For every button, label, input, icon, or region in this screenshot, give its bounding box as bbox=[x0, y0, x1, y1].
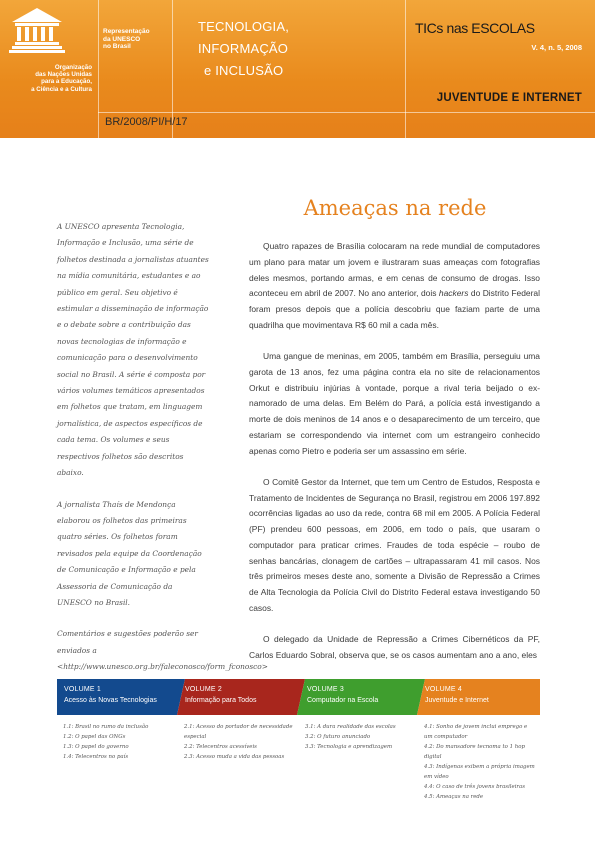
org-line: das Nações Unidas bbox=[35, 71, 92, 79]
volume-3-tab bbox=[297, 679, 425, 715]
series-line: TECNOLOGIA, bbox=[198, 19, 290, 34]
volume-list-item: 1.2: O papel das ONGs bbox=[63, 734, 126, 740]
body-text: Quatro rapazes de Brasília colocaram na rede mundial de computadores um plano para matar um jovem e ilustraram suas ameaças com fotografias deles mesmos, portando armas, e em cenas de consumo de drogas. Isso aconteceu em abril de 2007. No ano anterior, dois bbox=[249, 241, 540, 299]
article-title: Ameaças na rede bbox=[303, 196, 487, 220]
volumes-bar bbox=[57, 679, 540, 715]
volume-4-tab bbox=[417, 679, 540, 715]
body-paragraph: Uma gangue de meninas, em 2005, também em Brasília, perseguiu uma garota de 13 anos, fez uma página contra ela no site de relacionamentos Orkut e distribuiu injúrias à vontade, porque a rival teria beijado o ex-namorado de uma delas. Em Belém do Pará, a polícia está investigando a morte de dois meninos de 14 anos e o desaparecimento de um terceiro, que estariam se correspondendo via internet com um estrangeiro conhecido apenas como Pietro e poderia ser um assassino em série. bbox=[249, 351, 540, 456]
article-body bbox=[249, 239, 540, 679]
volume-list-item: 3.1: A dura realidade das escolas bbox=[305, 724, 396, 730]
volume-title: Computador na Escola bbox=[307, 697, 379, 704]
document-code: BR/2008/PI/H/17 bbox=[105, 116, 188, 128]
rep-line: da UNESCO bbox=[103, 35, 141, 43]
body-emphasis: hackers bbox=[438, 288, 469, 299]
representation-label bbox=[103, 28, 173, 51]
series-line: e INCLUSÃO bbox=[204, 63, 284, 78]
volume-label: VOLUME 1 bbox=[64, 686, 101, 693]
volume-list-item: 2.1: Acesso do portador de necessidade especial bbox=[184, 724, 293, 740]
volume-title: Informação para Todos bbox=[185, 697, 257, 704]
topic-title: JUVENTUDE E INTERNET bbox=[436, 92, 582, 104]
volume-list-item: 2.2: Telecentros acessíveis bbox=[184, 744, 257, 750]
volume-list-item: 2.3: Acesso muda a vida das pessoas bbox=[184, 754, 285, 760]
body-paragraph: O delegado da Unidade de Repressão a Crimes Cibernéticos da PF, Carlos Eduardo Sobral, observa que, se os casos aumentam ano a ano, eles bbox=[249, 634, 540, 660]
volume-1-tab bbox=[57, 679, 185, 715]
header-divider bbox=[98, 112, 595, 113]
volume-list-item: 4.3: Indígenas exibem a própria imagem em vídeo bbox=[424, 764, 535, 780]
volume-list-item: 3.2: O futuro anunciado bbox=[305, 734, 371, 740]
sidebar-paragraph: A UNESCO apresenta Tecnologia, Informação e Inclusão, uma série de folhetos destinada a jornalistas atuantes na mídia comunitária, estudantes e ao público em geral. Seu objetivo é estimular a disseminação de informação e o debate sobre a contribuição das novas tecnologias de informação e comunicação para o desenvolvimento social no Brasil. A série é composta por vários volumes temáticos apresentados em folhetos que tratam, em linguagem jornalística, de aspectos específicos de cada tema. Os volumes e seus respectivos folhetos são descritos abaixo. bbox=[57, 222, 209, 478]
volume-list-item: 4.4: O caso de três jovens brasileiras bbox=[424, 784, 525, 790]
body-text: do Distrito Federal foram presos depois que a polícia descobriu que faziam parte de uma quadrilha que movimentava R$ 60 mil a cada mês. bbox=[249, 288, 541, 330]
header-divider bbox=[405, 0, 406, 138]
volume-list-item: 4.5: Ameaças na rede bbox=[424, 794, 484, 800]
volume-2-tab bbox=[177, 679, 305, 715]
header-banner bbox=[0, 0, 595, 138]
series-title bbox=[198, 16, 289, 82]
volume-number: V. 4, n. 5, 2008 bbox=[531, 43, 582, 52]
org-line: Organização bbox=[54, 64, 92, 71]
volume-1-list bbox=[63, 722, 173, 762]
sidebar-paragraph: Comentários e sugestões poderão ser enviados a <http://www.unesco.org.br/faleconosco/form_fconosco> bbox=[57, 629, 268, 672]
rep-line: Representação bbox=[103, 28, 150, 35]
body-paragraph bbox=[249, 239, 540, 334]
sidebar-paragraph: A jornalista Thaís de Mendonça elaborou os folhetos das primeiras quatro séries. Os folhetos foram revisados pela equipe da Coordenação de Comunicação e Informação e pela Assessoria de Comunicação da UNESCO no Brasil. bbox=[57, 499, 202, 607]
volume-label: VOLUME 3 bbox=[307, 686, 344, 693]
volume-list-item: 1.1: Brasil no rumo da inclusão bbox=[63, 724, 149, 730]
volume-title: Juventude e Internet bbox=[425, 697, 489, 704]
header-divider bbox=[98, 0, 99, 138]
rep-line: no Brasil bbox=[103, 43, 131, 51]
volume-label: VOLUME 2 bbox=[185, 686, 222, 693]
volume-list-item: 1.3: O papel do governo bbox=[63, 744, 129, 750]
unesco-logo bbox=[8, 6, 66, 60]
org-line: a Ciência e a Cultura bbox=[31, 85, 92, 93]
volume-list-item: 4.1: Sonho de jovem inclui emprego e um computador bbox=[424, 724, 528, 740]
organization-name bbox=[6, 64, 92, 93]
volume-4-list bbox=[424, 722, 536, 802]
volume-2-list bbox=[184, 722, 296, 762]
volume-title: Acesso às Novas Tecnologias bbox=[64, 697, 157, 704]
volume-3-list bbox=[305, 722, 415, 752]
volume-list-item: 3.3: Tecnologia e aprendizagem bbox=[305, 744, 393, 750]
volume-label: VOLUME 4 bbox=[425, 686, 462, 693]
series-line: INFORMAÇÃO bbox=[198, 41, 289, 56]
volume-list-item: 4.2: Do mansadore tecnoma to 1 hop digital bbox=[424, 744, 525, 760]
volume-list-item: 1.4: Telecentros no país bbox=[63, 754, 129, 760]
publication-title: TICs nas ESCOLAS bbox=[415, 20, 535, 36]
org-line: para a Educação, bbox=[41, 78, 92, 86]
body-paragraph: O Comitê Gestor da Internet, que tem um Centro de Estudos, Resposta e Tratamento de Incidentes de Segurança no Brasil, registrou em 2006 197.892 ocorrências ligadas ao uso da rede, contra 68 mil em 2005. A Polícia Federal (PF) prendeu 600 pessoas, em 2006, em todo o país, que usaram o computador para praticar crimes. Fraudes de toda espécie – roubo de senhas bancárias, clonagem de cartões – ultrapassaram 41 mil casos. Nos três primeiros meses deste ano, somente a Divisão de Repressão a Crimes de Alta Tecnologia da Polícia Civil do Distrito Federal estava investigando 50 casos. bbox=[249, 476, 540, 613]
